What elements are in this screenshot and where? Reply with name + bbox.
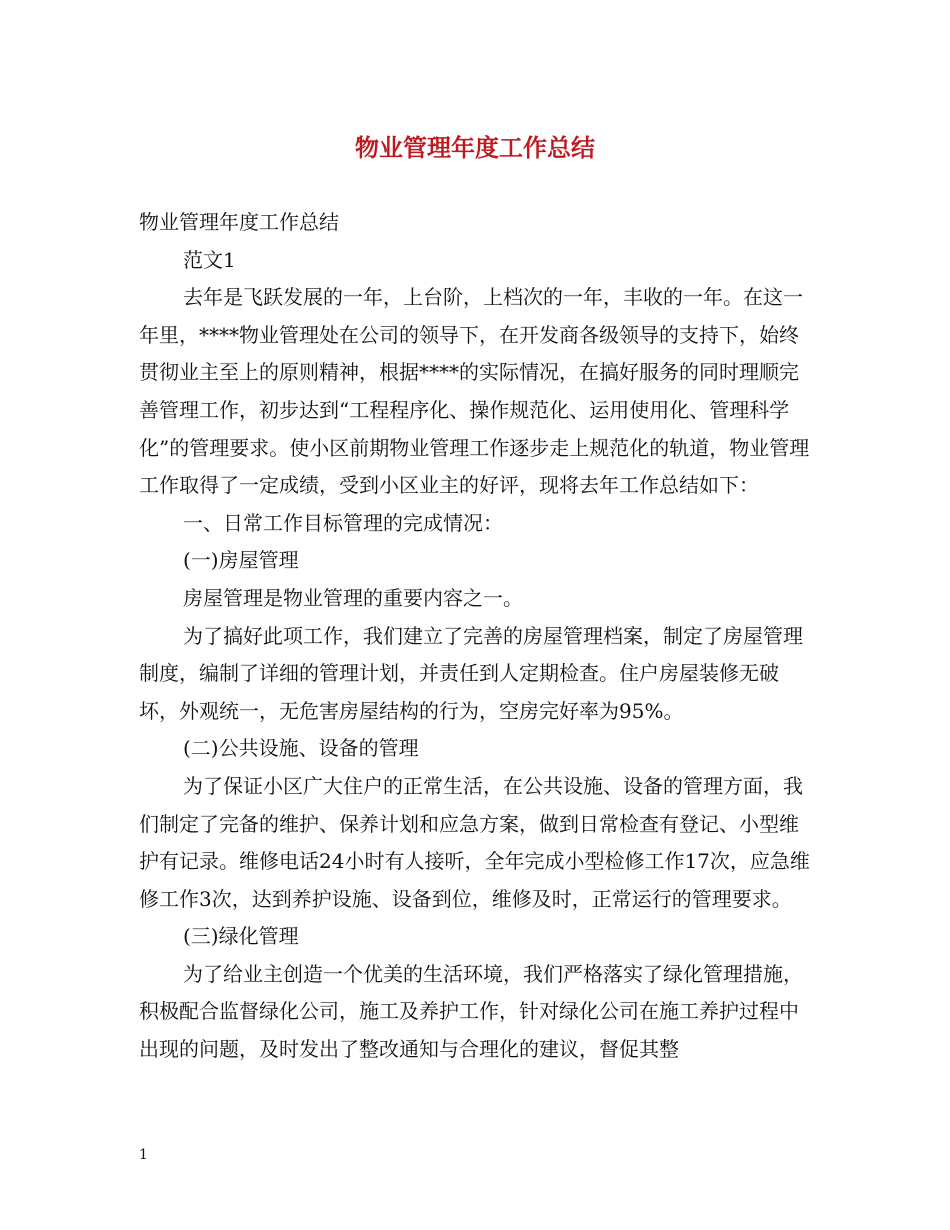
paragraph: 去年是飞跃发展的一年，上台阶，上档次的一年，丰收的一年。在这一年里，****物业管理处在公司的领导下，在开发商各级领导的支持下，始终贯彻业主至上的原则精神，根据****的实际情况，在搞好服务的同时理顺完善管理工作，初步达到“工程程序化、操作规范化、运用使用化、管理科学化”的管理要求。使小区前期物业管理工作逐步走上规范化的轨道，物业管理工作取得了一定成绩，受到小区业主的好评，现将去年工作总结如下：	[139, 285, 810, 498]
document-title: 物业管理年度工作总结	[355, 134, 595, 162]
subtitle: 物业管理年度工作总结	[139, 210, 339, 234]
paragraph: 为了给业主创造一个优美的生活环境，我们严格落实了绿化管理措施，积极配合监督绿化公司，施工及养护工作，针对绿化公司在施工养护过程中出现的问题，及时发出了整改通知与合理化的建议，督促其整	[139, 961, 803, 1062]
section-heading: 一、日常工作目标管理的完成情况：	[183, 510, 503, 535]
page-number: 1	[139, 1147, 148, 1163]
subsection-heading: (一)房屋管理	[183, 548, 299, 573]
paragraph: 为了保证小区广大住户的正常生活，在公共设施、设备的管理方面，我们制定了完备的维护、保养计划和应急方案，做到日常检查有登记、小型维护有记录。维修电话24小时有人接听，全年完成小型检修工作17次，应急维修工作3次，达到养护设施、设备到位，维修及时，正常运行的管理要求。	[139, 773, 810, 911]
subsection-heading: (三)绿化管理	[183, 924, 299, 949]
paragraph: 房屋管理是物业管理的重要内容之一。	[183, 585, 523, 610]
document-body	[139, 204, 817, 1069]
sample-label: 范文1	[183, 247, 236, 272]
paragraph: 为了搞好此项工作，我们建立了完善的房屋管理档案，制定了房屋管理制度，编制了详细的管理计划，并责任到人定期检查。住户房屋装修无破坏，外观统一，无危害房屋结构的行为，空房完好率为95%。	[139, 623, 803, 723]
subsection-heading: (二)公共设施、设备的管理	[183, 736, 419, 761]
